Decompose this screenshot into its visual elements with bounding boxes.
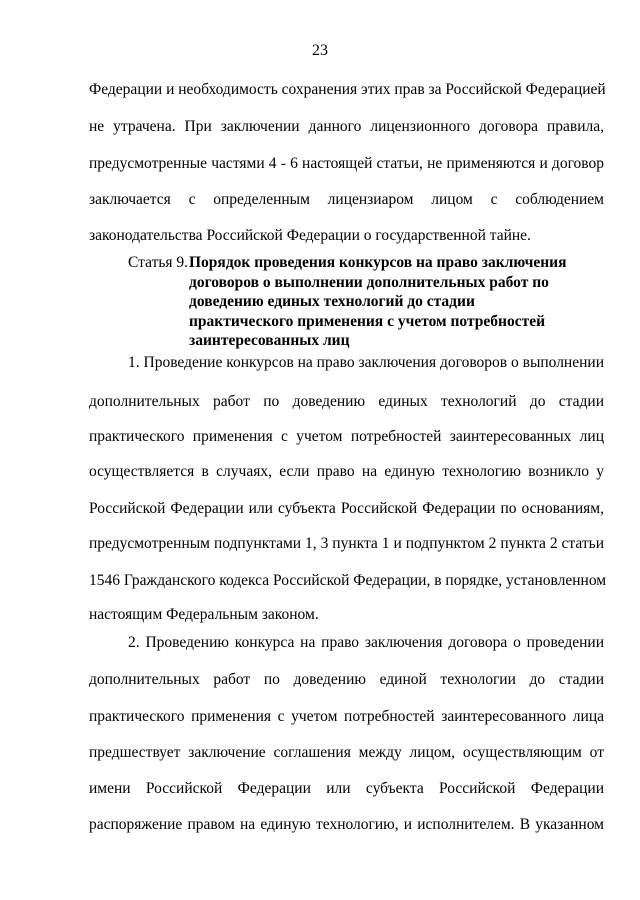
page-number: 23 xyxy=(312,42,328,59)
article-title-line: Порядок проведения конкурсов на право заключения xyxy=(189,254,567,271)
article-title-line: договоров о выполнении дополнительных работ по xyxy=(189,273,549,291)
text-line: практического применения с учетом потребностей заинтересованного лица xyxy=(89,708,604,725)
text-line: имени Российской Федерации или субъекта Российской Федерации xyxy=(89,780,604,797)
text-line: распоряжение правом на единую технологию, и исполнителем. В указанном xyxy=(89,816,604,833)
text-line: предусмотренные частями 4 - 6 настоящей статьи, не применяются и договор xyxy=(89,155,604,172)
text-line: Российской Федерации или субъекта Российской Федерации по основаниям, xyxy=(89,500,604,517)
text-line: 1546 Гражданского кодекса Российской Федерации, в порядке, установленном xyxy=(89,572,607,589)
text-line: не утрачена. При заключении данного лицензионного договора правила, xyxy=(89,118,604,135)
text-line: практического применения с учетом потребностей заинтересованных лиц xyxy=(89,428,604,445)
text-line: предшествует заключение соглашения между лицом, осуществляющим от xyxy=(89,744,604,761)
text-line: законодательства Российской Федерации о государственной тайне. xyxy=(89,227,531,244)
article-title-line: практического применения с учетом потребностей xyxy=(189,312,546,330)
text-line: заключается с определенным лицензиаром лицом с соблюдением xyxy=(89,191,604,208)
text-line: 2. Проведению конкурса на право заключения договора о проведении xyxy=(128,634,604,651)
text-line: дополнительных работ по доведению единой технологии до стадии xyxy=(89,671,604,688)
article-title xyxy=(189,253,569,351)
text-line: предусмотренным подпунктами 1, 3 пункта 1 и подпунктом 2 пункта 2 статьи xyxy=(89,535,604,552)
text-line: Федерации и необходимость сохранения этих прав за Российской Федерацией xyxy=(89,81,606,98)
text-line: настоящим Федеральным законом. xyxy=(89,606,319,623)
text-line: осуществляется в случаях, если право на единую технологию возникло у xyxy=(89,463,604,480)
text-line: дополнительных работ по доведению единых технологий до стадии xyxy=(89,393,604,410)
article-title-line: заинтересованных лиц xyxy=(189,332,350,349)
article-label: Статья 9. xyxy=(128,254,189,271)
article-title-line: доведению единых технологий до стадии xyxy=(189,293,475,310)
text-line: 1. Проведение конкурсов на право заключения договоров о выполнении xyxy=(128,354,604,371)
